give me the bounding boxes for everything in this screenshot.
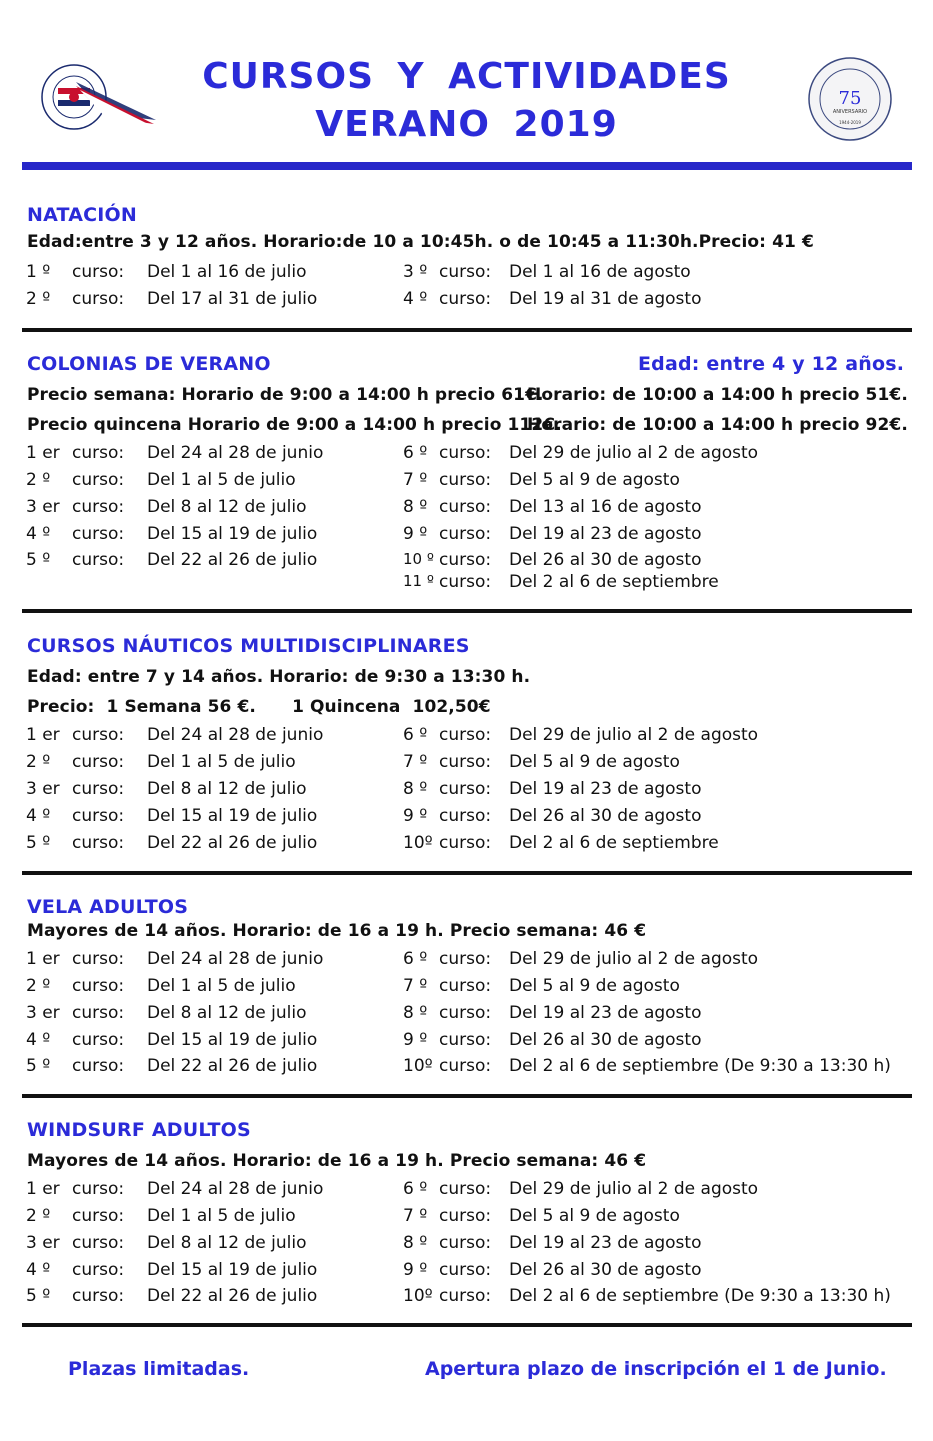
course-label: curso:: [439, 470, 492, 490]
course-row: [0, 289, 933, 316]
course-label: curso:: [72, 289, 125, 309]
course-label: curso:: [439, 949, 492, 969]
course-label: curso:: [72, 1260, 125, 1280]
course-row: [0, 524, 933, 551]
course-label: curso:: [439, 752, 492, 772]
course-label: curso:: [439, 1206, 492, 1226]
course-dates: Del 29 de julio al 2 de agosto: [509, 443, 759, 463]
course-label: curso:: [72, 949, 125, 969]
course-dates: Del 29 de julio al 2 de agosto: [509, 725, 759, 745]
course-dates: Del 26 al 30 de agosto: [509, 1030, 702, 1050]
course-number: 6 º: [403, 443, 428, 463]
course-dates: Del 19 al 23 de agosto: [509, 524, 702, 544]
section-title-vela: VELA ADULTOS: [27, 896, 189, 918]
course-dates: Del 19 al 23 de agosto: [509, 1233, 702, 1253]
page-title-line2: VERANO 2019: [315, 104, 618, 145]
course-label: curso:: [72, 806, 125, 826]
course-label: curso:: [72, 550, 125, 570]
course-label: curso:: [439, 289, 492, 309]
course-row: [0, 470, 933, 497]
course-dates: Del 1 al 16 de agosto: [509, 262, 691, 282]
course-dates: Del 19 al 23 de agosto: [509, 1003, 702, 1023]
header-divider: [22, 162, 912, 170]
course-number: 4 º: [26, 1260, 51, 1280]
course-dates: Del 15 al 19 de julio: [147, 524, 318, 544]
course-dates: Del 24 al 28 de junio: [147, 949, 324, 969]
course-label: curso:: [439, 1056, 492, 1076]
course-number: 7 º: [403, 752, 428, 772]
course-number: 5 º: [26, 550, 51, 570]
course-dates: Del 24 al 28 de junio: [147, 443, 324, 463]
course-number: 10º: [403, 833, 433, 853]
course-number: 7 º: [403, 976, 428, 996]
course-label: curso:: [439, 1179, 492, 1199]
course-number: 6 º: [403, 725, 428, 745]
course-dates: Del 19 al 23 de agosto: [509, 779, 702, 799]
vela-info: Mayores de 14 años. Horario: de 16 a 19 h. Precio semana: 46 €: [27, 921, 647, 941]
course-number: 2 º: [26, 289, 51, 309]
section-title-windsurf: WINDSURF ADULTOS: [27, 1119, 251, 1141]
course-number: 2 º: [26, 752, 51, 772]
section-divider: [22, 1094, 912, 1098]
course-label: curso:: [439, 1286, 492, 1306]
course-number: 9 º: [403, 1260, 428, 1280]
course-dates: Del 29 de julio al 2 de agosto: [509, 1179, 759, 1199]
course-dates: Del 26 al 30 de agosto: [509, 550, 702, 570]
course-number: 4 º: [403, 289, 428, 309]
section-title-natacion: NATACIÓN: [27, 204, 137, 226]
course-dates: Del 5 al 9 de agosto: [509, 752, 680, 772]
course-number: 10º: [403, 1056, 433, 1076]
course-number: 5 º: [26, 1286, 51, 1306]
course-number: 1 er: [26, 725, 60, 745]
course-dates: Del 2 al 6 de septiembre (De 9:30 a 13:30 h): [509, 1286, 891, 1306]
course-label: curso:: [72, 497, 125, 517]
course-row: [0, 976, 933, 1003]
section-divider: [22, 871, 912, 875]
course-number: 2 º: [26, 976, 51, 996]
course-dates: Del 22 al 26 de julio: [147, 1056, 318, 1076]
course-row: [0, 1056, 933, 1083]
course-dates: Del 1 al 16 de julio: [147, 262, 307, 282]
course-dates: Del 15 al 19 de julio: [147, 1260, 318, 1280]
nauticos-price: Precio: 1 Semana 56 €. 1 Quincena 102,50€: [27, 697, 491, 717]
section-title-nauticos: CURSOS NÁUTICOS MULTIDISCIPLINARES: [27, 635, 470, 657]
course-dates: Del 17 al 31 de julio: [147, 289, 318, 309]
course-label: curso:: [439, 262, 492, 282]
section-title-colonias: COLONIAS DE VERANO: [27, 353, 271, 375]
course-number: 11 º: [403, 572, 434, 590]
course-label: curso:: [72, 1056, 125, 1076]
course-row: [0, 443, 933, 470]
course-dates: Del 2 al 6 de septiembre: [509, 833, 719, 853]
course-number: 1 er: [26, 949, 60, 969]
course-number: 9 º: [403, 1030, 428, 1050]
course-number: 3 er: [26, 1003, 60, 1023]
course-dates: Del 1 al 5 de julio: [147, 752, 296, 772]
colonias-price-fortnight-alt: Horario: de 10:00 a 14:00 h precio 92€.: [527, 415, 908, 435]
course-row: [0, 1260, 933, 1287]
course-label: curso:: [72, 833, 125, 853]
course-row: [0, 1233, 933, 1260]
page-title-line1: CURSOS Y ACTIVIDADES: [202, 56, 731, 97]
course-number: 1 er: [26, 443, 60, 463]
course-row: [0, 806, 933, 833]
course-dates: Del 1 al 5 de julio: [147, 470, 296, 490]
nauticos-info: Edad: entre 7 y 14 años. Horario: de 9:30 a 13:30 h.: [27, 667, 531, 687]
course-number: 3 er: [26, 497, 60, 517]
course-number: 7 º: [403, 1206, 428, 1226]
course-number: 4 º: [26, 1030, 51, 1050]
course-number: 3 º: [403, 262, 428, 282]
course-dates: Del 26 al 30 de agosto: [509, 1260, 702, 1280]
course-number: 9 º: [403, 806, 428, 826]
course-label: curso:: [72, 976, 125, 996]
section-divider: [22, 609, 912, 613]
course-dates: Del 22 al 26 de julio: [147, 550, 318, 570]
colonias-price-week-alt: Horario: de 10:00 a 14:00 h precio 51€.: [527, 385, 908, 405]
course-dates: Del 1 al 5 de julio: [147, 1206, 296, 1226]
course-dates: Del 5 al 9 de agosto: [509, 976, 680, 996]
course-row: [0, 1179, 933, 1206]
course-row: [0, 752, 933, 779]
course-number: 6 º: [403, 1179, 428, 1199]
course-label: curso:: [72, 779, 125, 799]
course-label: curso:: [439, 725, 492, 745]
course-row: [0, 725, 933, 752]
colonias-price-week: Precio semana: Horario de 9:00 a 14:00 h precio 61€.: [27, 385, 544, 405]
course-label: curso:: [439, 524, 492, 544]
svg-text:ANIVERSARIO: ANIVERSARIO: [832, 109, 868, 115]
course-dates: Del 15 al 19 de julio: [147, 1030, 318, 1050]
course-label: curso:: [72, 1206, 125, 1226]
section-divider: [22, 328, 912, 332]
course-label: curso:: [72, 725, 125, 745]
course-label: curso:: [439, 806, 492, 826]
course-number: 8 º: [403, 779, 428, 799]
course-number: 5 º: [26, 1056, 51, 1076]
course-label: curso:: [439, 779, 492, 799]
course-label: curso:: [439, 1233, 492, 1253]
natacion-info: Edad:entre 3 y 12 años. Horario:de 10 a 10:45h. o de 10:45 a 11:30h.Precio: 41 €: [27, 232, 814, 252]
course-label: curso:: [439, 550, 492, 570]
course-label: curso:: [72, 470, 125, 490]
course-number: 1 er: [26, 1179, 60, 1199]
course-number: 8 º: [403, 497, 428, 517]
course-dates: Del 8 al 12 de julio: [147, 1003, 307, 1023]
windsurf-info: Mayores de 14 años. Horario: de 16 a 19 h. Precio semana: 46 €: [27, 1151, 647, 1171]
footer-registration-opening: Apertura plazo de inscripción el 1 de Junio.: [425, 1358, 887, 1380]
course-row: [0, 497, 933, 524]
course-label: curso:: [439, 1003, 492, 1023]
course-number: 8 º: [403, 1233, 428, 1253]
footer-limited-places: Plazas limitadas.: [68, 1358, 250, 1380]
course-number: 2 º: [26, 470, 51, 490]
course-dates: Del 29 de julio al 2 de agosto: [509, 949, 759, 969]
course-dates: Del 19 al 31 de agosto: [509, 289, 702, 309]
course-label: curso:: [439, 833, 492, 853]
course-label: curso:: [72, 524, 125, 544]
course-number: 10º: [403, 1286, 433, 1306]
course-label: curso:: [72, 1233, 125, 1253]
course-label: curso:: [439, 572, 492, 592]
course-label: curso:: [72, 1179, 125, 1199]
course-dates: Del 26 al 30 de agosto: [509, 806, 702, 826]
course-number: 1 º: [26, 262, 51, 282]
course-number: 3 er: [26, 779, 60, 799]
course-dates: Del 15 al 19 de julio: [147, 806, 318, 826]
course-number: 6 º: [403, 949, 428, 969]
course-row: [0, 572, 933, 599]
course-label: curso:: [439, 1260, 492, 1280]
course-label: curso:: [72, 443, 125, 463]
course-row: [0, 949, 933, 976]
section-divider: [22, 1323, 912, 1327]
course-label: curso:: [72, 1286, 125, 1306]
course-number: 7 º: [403, 470, 428, 490]
colonias-price-fortnight: Precio quincena Horario de 9:00 a 14:00 h precio 112€.: [27, 415, 562, 435]
svg-text:75: 75: [838, 88, 862, 109]
course-row: [0, 1003, 933, 1030]
course-row: [0, 1030, 933, 1057]
course-row: [0, 1286, 933, 1313]
course-row: [0, 779, 933, 806]
course-dates: Del 5 al 9 de agosto: [509, 1206, 680, 1226]
course-dates: Del 22 al 26 de julio: [147, 833, 318, 853]
course-number: 4 º: [26, 806, 51, 826]
course-label: curso:: [439, 497, 492, 517]
course-label: curso:: [72, 1003, 125, 1023]
course-number: 8 º: [403, 1003, 428, 1023]
course-row: [0, 1206, 933, 1233]
course-label: curso:: [72, 1030, 125, 1050]
course-label: curso:: [439, 443, 492, 463]
course-number: 4 º: [26, 524, 51, 544]
course-dates: Del 8 al 12 de julio: [147, 497, 307, 517]
course-dates: Del 24 al 28 de junio: [147, 725, 324, 745]
course-dates: Del 2 al 6 de septiembre (De 9:30 a 13:30 h): [509, 1056, 891, 1076]
course-row: [0, 262, 933, 289]
course-dates: Del 1 al 5 de julio: [147, 976, 296, 996]
course-dates: Del 13 al 16 de agosto: [509, 497, 702, 517]
course-number: 2 º: [26, 1206, 51, 1226]
course-label: curso:: [72, 262, 125, 282]
course-dates: Del 2 al 6 de septiembre: [509, 572, 719, 592]
course-label: curso:: [439, 976, 492, 996]
course-number: 10 º: [403, 550, 434, 568]
course-number: 9 º: [403, 524, 428, 544]
svg-text:1944-2019: 1944-2019: [839, 120, 861, 125]
course-dates: Del 24 al 28 de junio: [147, 1179, 324, 1199]
course-dates: Del 8 al 12 de julio: [147, 1233, 307, 1253]
colonias-age: Edad: entre 4 y 12 años.: [638, 353, 905, 375]
course-label: curso:: [439, 1030, 492, 1050]
course-dates: Del 22 al 26 de julio: [147, 1286, 318, 1306]
course-label: curso:: [72, 752, 125, 772]
course-number: 5 º: [26, 833, 51, 853]
course-row: [0, 833, 933, 860]
course-dates: Del 8 al 12 de julio: [147, 779, 307, 799]
course-dates: Del 5 al 9 de agosto: [509, 470, 680, 490]
course-number: 3 er: [26, 1233, 60, 1253]
